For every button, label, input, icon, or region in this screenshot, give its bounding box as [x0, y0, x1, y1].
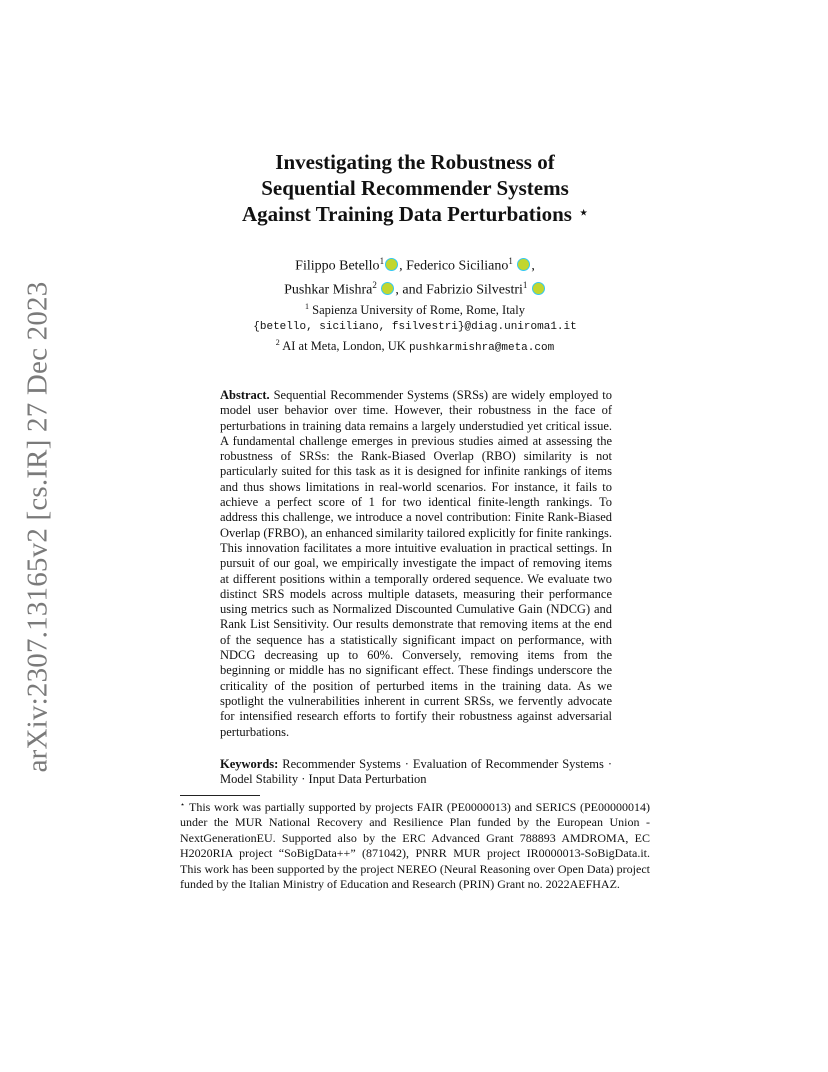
abstract-label: Abstract.	[220, 388, 270, 402]
author-name: Federico Siciliano	[406, 258, 509, 274]
affiliation-mark: 1	[305, 302, 310, 311]
author-affiliation-mark: 1	[508, 256, 513, 266]
keywords-label: Keywords:	[220, 757, 279, 771]
author-affiliation-mark: 2	[372, 280, 377, 291]
orcid-icon[interactable]	[385, 258, 398, 271]
funding-footnote	[180, 797, 650, 892]
title-line-1: Investigating the Robustness of	[275, 150, 555, 174]
author-name: Fabrizio Silvestri	[426, 282, 523, 298]
arxiv-identifier-stamp: arXiv:2307.13165v2 [cs.IR] 27 Dec 2023	[21, 281, 54, 773]
footnote-text: This work was partially supported by projects FAIR (PE0000013) and SERICS (PE00000014) under the MUR National Recovery and Resilience Plan funded by the European Union - NextGenerationEU. Supported also by the ERC Advanced Grant 788893 AMDROMA, EC H2020RIA project “SoBigData++” (871042), PNRR MUR project IR0000013-SoBigData.it. This work has been supported by the project NEREO (Neural Reasoning over Open Data) project funded by the Italian Ministry of Education and Research (PRIN) Grant no. 2022AEFHAZ.	[180, 800, 650, 892]
author-name: Filippo Betello	[295, 258, 380, 274]
affiliation-1-email[interactable]: {betello, siciliano, fsilvestri}@diag.uniroma1.it	[253, 320, 577, 333]
title-footnote-mark: ⋆	[579, 206, 588, 221]
author-list: Filippo Betello$^1$ , Federico Siciliano$^1$ , Pushkar Mishra$^2$ , and Fabrizio Silvestri$^1$	[180, 252, 650, 300]
paper-title	[180, 150, 650, 228]
title-line-2: Sequential Recommender Systems	[261, 175, 569, 200]
author-conjunction: and	[402, 282, 423, 298]
footnote-mark: ⋆	[180, 800, 186, 809]
orcid-icon[interactable]	[517, 258, 530, 271]
affiliations	[180, 299, 650, 357]
author-name: Pushkar Mishra	[284, 282, 373, 298]
abstract	[220, 388, 612, 740]
footnote-divider	[180, 795, 260, 796]
affiliation-1	[180, 299, 650, 319]
affiliation-text: AI at Meta, London, UK	[282, 339, 406, 354]
title-line-3: Against Training Data Perturbations	[241, 202, 572, 226]
author-affiliation-mark: 1	[522, 280, 528, 291]
keywords	[220, 757, 612, 788]
affiliation-text: Sapienza University of Rome, Rome, Italy	[312, 303, 525, 318]
affiliation-mark: 2	[275, 338, 280, 348]
keywords-text: Recommender Systems · Evaluation of Recommender Systems · Model Stability · Input Data Perturbation	[220, 757, 613, 787]
orcid-icon[interactable]	[532, 282, 545, 295]
affiliation-2-email[interactable]: pushkarmishra@meta.com	[408, 342, 555, 355]
orcid-icon[interactable]	[381, 282, 394, 295]
abstract-text: Sequential Recommender Systems (SRSs) are widely employed to model user behavior over time. However, their robustness in the face of perturbations in training data remains a largely understudied yet critical issue. A fundamental challenge emerges in previous studies aimed at assessing the robustness of SRSs: the Rank-Biased Overlap (RBO) similarity is not particularly suited for this task as it is designed for infinite rankings of items and thus shows limitations in real-world scenarios. For instance, it fails to achieve a perfect score of 1 for two identical finite-length rankings. To address this challenge, we introduce a novel contribution: Finite Rank-Biased Overlap (FRBO), an enhanced similarity tailored explicitly for finite rankings. This innovation facilitates a more intuitive evaluation in practical settings. In pursuit of our goal, we empirically investigate the impact of removing items at different positions within a temporally ordered sequence. We evaluate two distinct SRS models across multiple datasets, measuring their performance using metrics such as Normalized Discounted Cumulative Gain (NDCG) and Rank List Sensitivity. Our results demonstrate that removing items at the end of the sequence has a statistically significant impact on performance, with NDCG decreasing up to 60%. Conversely, removing items from the beginning or middle has no significant effect. These findings underscore the criticality of the position of perturbed items in the training data. As we spotlight the vulnerabilities inherent in current SRSs, we fervently advocate for intensified research efforts to fortify their robustness against adversarial perturbations.	[220, 388, 613, 739]
author-affiliation-mark: 1	[379, 256, 385, 266]
affiliation-2	[180, 335, 650, 357]
